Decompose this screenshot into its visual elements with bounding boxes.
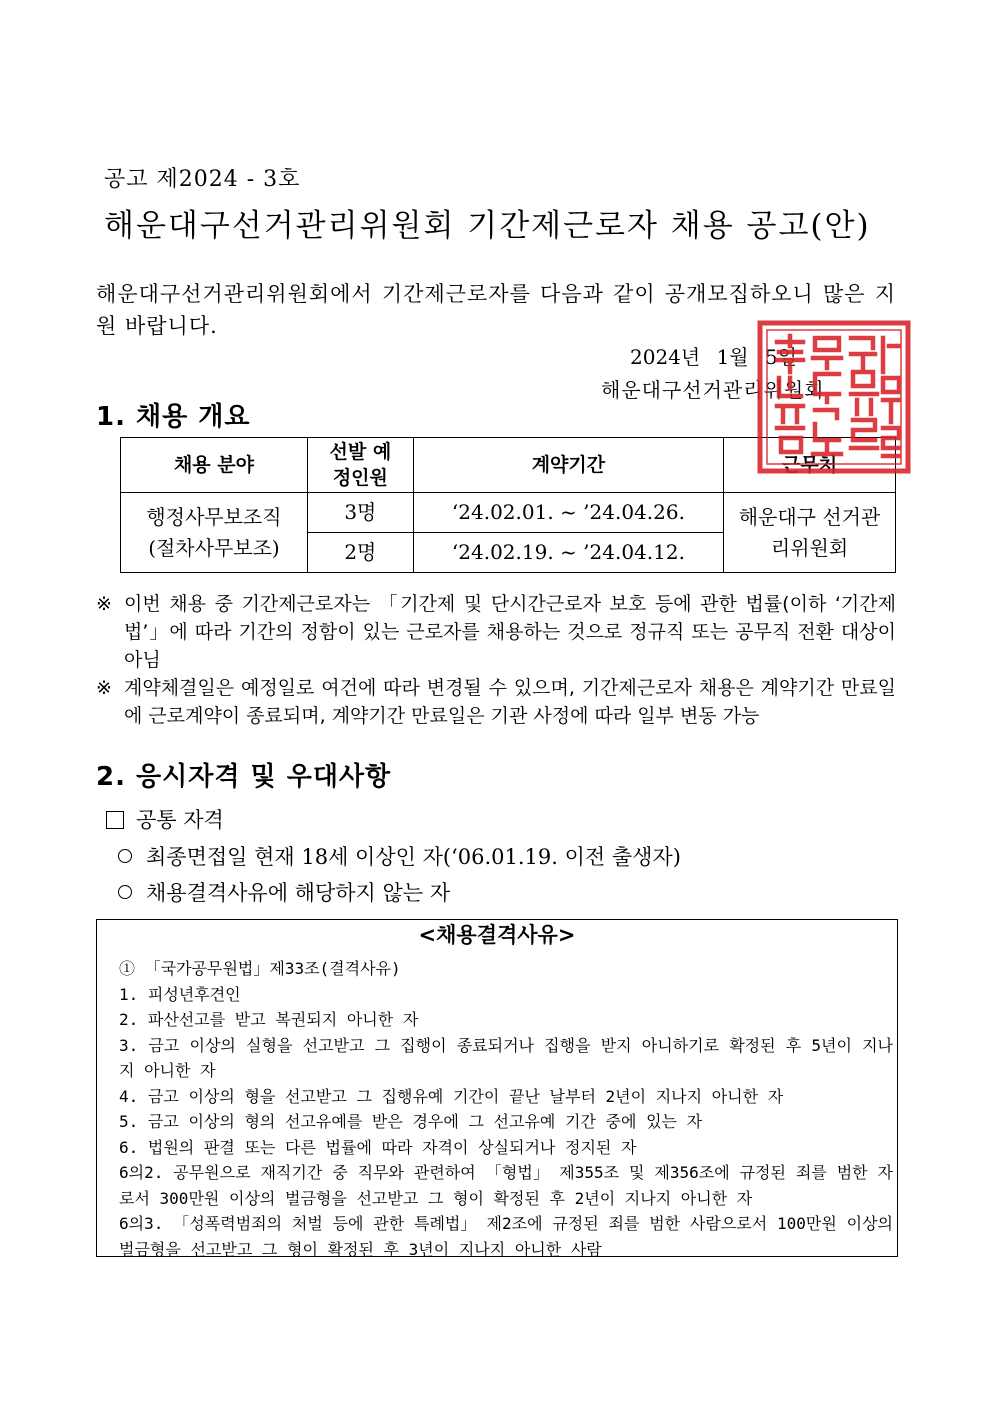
note-item [96,674,896,730]
disqualification-title: <채용결격사유> [418,923,576,947]
header-workplace: 근무처 [724,438,896,493]
disqualification-line: 5. 금고 이상의 형의 선고유예를 받은 경우에 그 선고유예 기간 중에 있는 자 [119,1112,703,1131]
note-mark: ※ [96,593,112,615]
disqualification-line: 6의3. 「성폭력범죄의 처벌 등에 관한 특례법」 제2조에 규정된 죄를 범한 사람으로서 100만원 이상의 벌금형을 선고받고 그 형이 확정된 후 3년이 지나지 아니한 사람 [119,1214,893,1259]
qualification-text: 채용결격사유에 해당하지 않는 자 [146,881,451,905]
qualification-item [118,877,450,907]
count-cell: 2명 [307,533,413,573]
page-title: 해운대구선거관리위원회 기간제근로자 채용 공고(안) [104,208,871,244]
disqualification-line: ① 「국가공무원법」제33조(결격사유) [119,959,401,978]
header-period: 계약기간 [413,438,723,493]
note-mark: ※ [96,677,112,699]
note-text: 계약체결일은 예정일로 여건에 따라 변경될 수 있으며, 기간제근로자 채용은 계약기간 만료일에 근로계약이 종료되며, 계약기간 만료일은 기관 사정에 따라 일부 변동 가능 [124,677,896,727]
header-field: 채용 분야 [121,438,308,493]
square-bullet-icon [106,811,124,829]
qualification-item [118,841,681,871]
field-cell: 행정사무보조직 (절차사무보조) [121,493,308,573]
workplace-cell: 해운대구 선거관리위원회 [724,493,896,573]
notes-list [96,590,896,730]
note-item [96,590,896,674]
section-1-title: 1. 채용 개요 [96,402,251,432]
disqualification-line: 1. 피성년후견인 [119,984,241,1004]
period-cell: ‘24.02.19. ~ ’24.04.12. [413,533,723,573]
disqualification-line: 4. 금고 이상의 형을 선고받고 그 집행유예 기간이 끝난 날부터 2년이 지나지 아니한 자 [119,1086,784,1106]
period-cell: ‘24.02.01. ~ ’24.04.26. [413,493,723,533]
disqualification-box [96,919,898,1257]
official-seal-icon [757,320,911,474]
issuing-organization: 해운대구선거관리위원회 [601,378,825,402]
count-cell: 3명 [307,493,413,533]
header-count: 선발 예정인원 [307,438,413,493]
disqualification-list [97,956,897,1262]
note-text: 이번 채용 중 기간제근로자는 「기간제 및 단시간근로자 보호 등에 관한 법률(이하 ‘기간제법’」에 따라 기간의 정함이 있는 근로자를 채용하는 것으로 정규직 또는 공무직 전환 대상이 아님 [124,593,896,671]
common-qualification [106,804,224,834]
disqualification-line: 2. 파산선고를 받고 복권되지 아니한 자 [119,1010,419,1029]
disqualification-line: 6의2. 공무원으로 재직기간 중 직무와 관련하여 「형법」 제355조 및 제356조에 규정된 죄를 범한 자로서 300만원 이상의 벌금형을 선고받고 그 형이 확정된 후 2년이 지나지 아니한 자 [119,1163,893,1208]
table-row [121,493,896,533]
circle-bullet-icon [118,885,132,899]
notice-date: 2024년 1월 5일 [630,345,798,369]
qualification-text: 최종면접일 현재 18세 이상인 자(‘06.01.19. 이전 출생자) [146,845,681,869]
section-2-title: 2. 응시자격 및 우대사항 [96,762,392,792]
disqualification-line: 3. 금고 이상의 실형을 선고받고 그 집행이 종료되거나 집행을 받지 아니하기로 확정된 후 5년이 지나지 아니한 자 [119,1035,893,1080]
circle-bullet-icon [118,849,132,863]
disqualification-line: 6. 법원의 판결 또는 다른 법률에 따라 자격이 상실되거나 정지된 자 [119,1137,637,1157]
intro-text: 해운대구선거관리위원회에서 기간제근로자를 다음과 같이 공개모집하오니 많은 지원 바랍니다. [96,282,896,338]
notice-number: 공고 제2024 - 3호 [104,167,301,192]
common-qualification-label: 공통 자격 [136,808,224,832]
